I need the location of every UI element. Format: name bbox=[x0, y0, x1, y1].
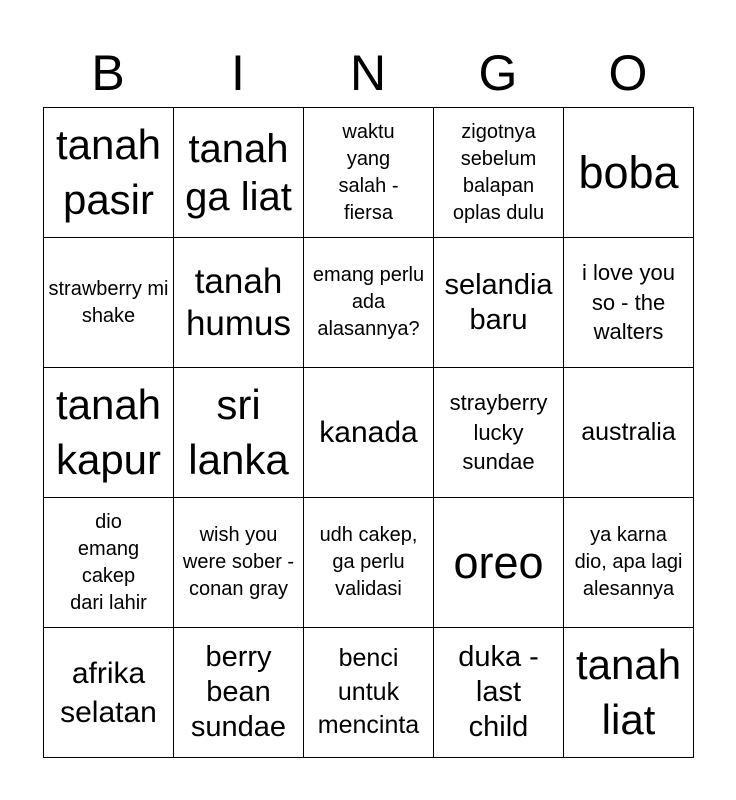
bingo-cell[interactable]: australia bbox=[564, 368, 694, 498]
bingo-cell[interactable]: emang perlu ada alasannya? bbox=[304, 238, 434, 368]
bingo-cell[interactable]: tanah liat bbox=[564, 628, 694, 758]
bingo-cell[interactable]: tanah pasir bbox=[44, 108, 174, 238]
bingo-cell[interactable]: strawberry mi shake bbox=[44, 238, 174, 368]
bingo-cell[interactable]: tanah kapur bbox=[44, 368, 174, 498]
bingo-cell[interactable]: kanada bbox=[304, 368, 434, 498]
bingo-cell[interactable]: zigotnya sebelum balapan oplas dulu bbox=[434, 108, 564, 238]
bingo-cell[interactable]: tanah humus bbox=[174, 238, 304, 368]
bingo-header bbox=[43, 40, 693, 106]
header-letter-n: N bbox=[349, 45, 387, 101]
bingo-cell[interactable]: berry bean sundae bbox=[174, 628, 304, 758]
bingo-board bbox=[43, 107, 694, 758]
bingo-cell[interactable]: tanah ga liat bbox=[174, 108, 304, 238]
bingo-cell[interactable]: waktu yang salah - fiersa bbox=[304, 108, 434, 238]
header-letter-i: I bbox=[231, 45, 245, 101]
bingo-cell[interactable]: benci untuk mencinta bbox=[304, 628, 434, 758]
bingo-cell[interactable]: afrika selatan bbox=[44, 628, 174, 758]
bingo-cell[interactable]: duka - last child bbox=[434, 628, 564, 758]
header-letter-o: O bbox=[608, 45, 648, 101]
bingo-cell[interactable]: dio emang cakep dari lahir bbox=[44, 498, 174, 628]
bingo-cell[interactable]: udh cakep, ga perlu validasi bbox=[304, 498, 434, 628]
bingo-cell[interactable]: sri lanka bbox=[174, 368, 304, 498]
header-letter-g: G bbox=[478, 45, 518, 101]
bingo-cell[interactable]: wish you were sober - conan gray bbox=[174, 498, 304, 628]
bingo-cell[interactable]: strayberry lucky sundae bbox=[434, 368, 564, 498]
bingo-cell[interactable]: boba bbox=[564, 108, 694, 238]
bingo-cell[interactable]: i love you so - the walters bbox=[564, 238, 694, 368]
header-letter-b: B bbox=[91, 45, 125, 101]
bingo-cell[interactable]: oreo bbox=[434, 498, 564, 628]
bingo-cell[interactable]: ya karna dio, apa lagi alesannya bbox=[564, 498, 694, 628]
bingo-cell[interactable]: selandia baru bbox=[434, 238, 564, 368]
